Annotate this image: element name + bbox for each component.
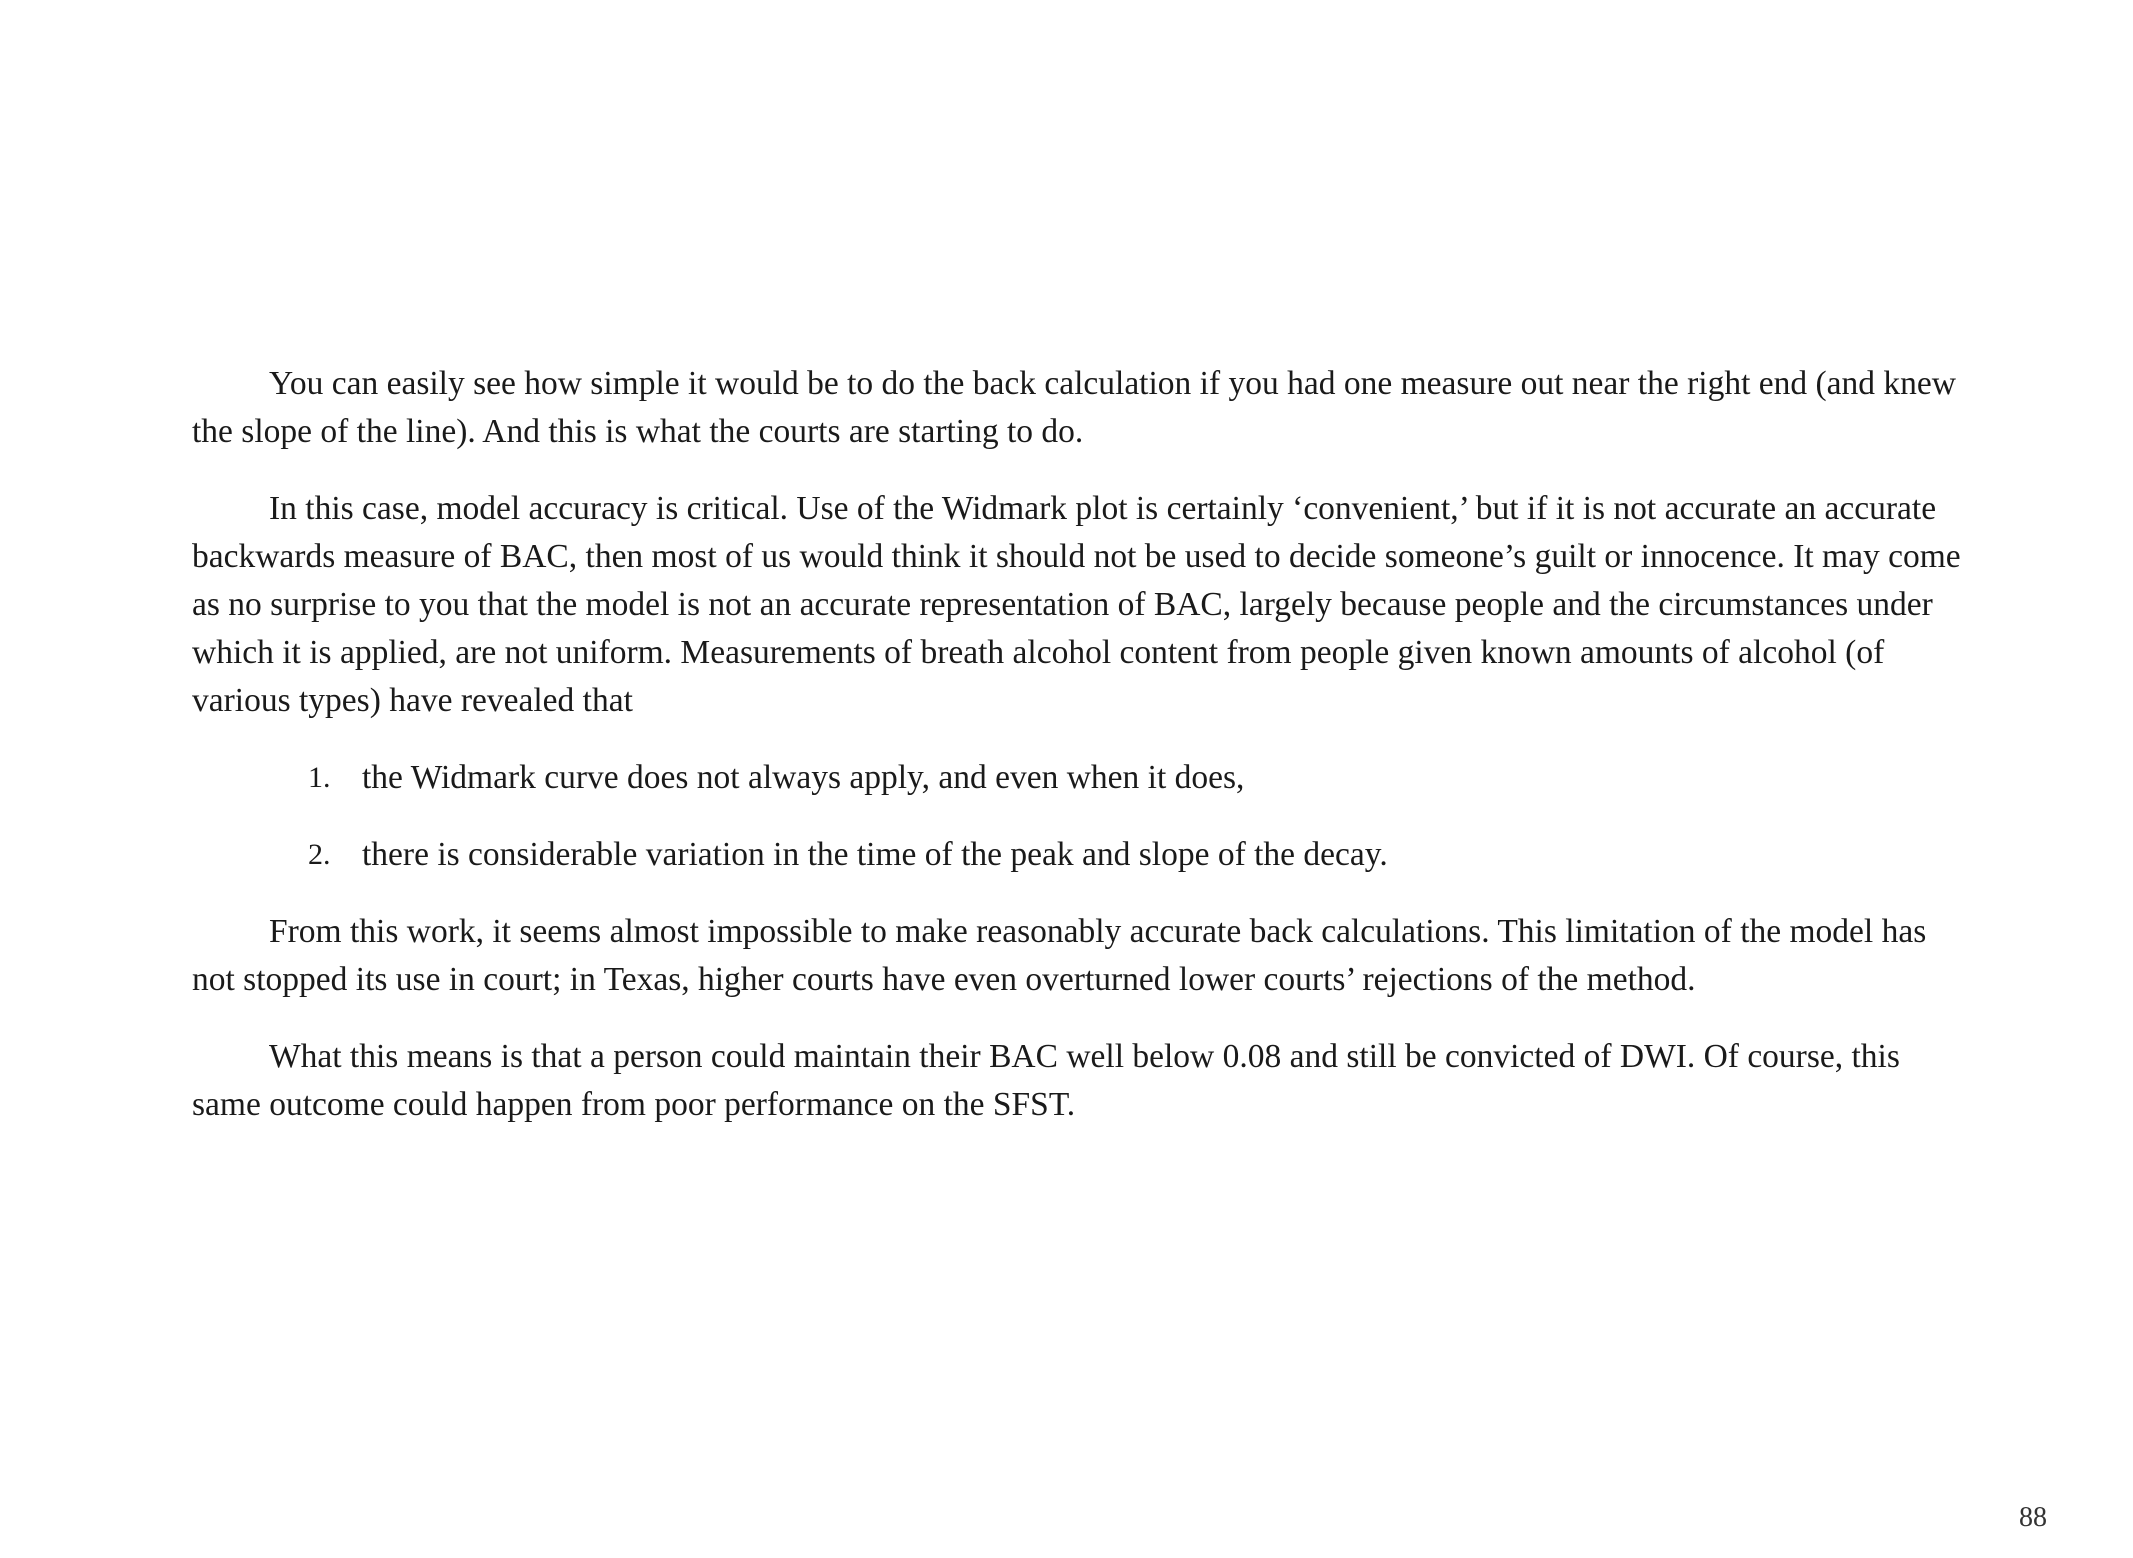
paragraph-conclusion: What this means is that a person could maintain their BAC well below 0.08 and still be convicted of DWI. Of course, this same outcome could happen from poor performance on the SFST. (192, 1038, 1900, 1123)
body-text (192, 360, 1972, 1158)
paragraph-limitation: From this work, it seems almost impossible to make reasonably accurate back calculations. This limitation of the model has not stopped its use in court; in Texas, higher courts have even overturned lower courts’ rejections of the method. (192, 913, 1927, 998)
list-item-text: the Widmark curve does not always apply, and even when it does, (362, 759, 1245, 796)
findings-list (192, 754, 1972, 879)
paragraph-back-calculation: You can easily see how simple it would be to do the back calculation if you had one measure out near the right end (and knew the slope of the line). And this is what the courts are starting to do. (192, 365, 1956, 450)
list-item-number: 1. (308, 761, 331, 794)
list-item-text: there is considerable variation in the time of the peak and slope of the decay. (362, 836, 1388, 873)
list-item (192, 831, 1972, 879)
page-number: 88 (2019, 1502, 2047, 1533)
list-item (192, 754, 1972, 802)
paragraph-model-accuracy: In this case, model accuracy is critical. Use of the Widmark plot is certainly ‘convenient,’ but if it is not accurate an accurate backwards measure of BAC, then most of us would think it should not be used to decide someone’s guilt or innocence. It may come as no surprise to you that the model is not an accurate representation of BAC, largely because people and the circumstances under which it is applied, are not uniform. Measurements of breath alcohol content from people given known amounts of alcohol (of various types) have revealed that (192, 490, 1961, 719)
list-item-number: 2. (308, 838, 331, 871)
